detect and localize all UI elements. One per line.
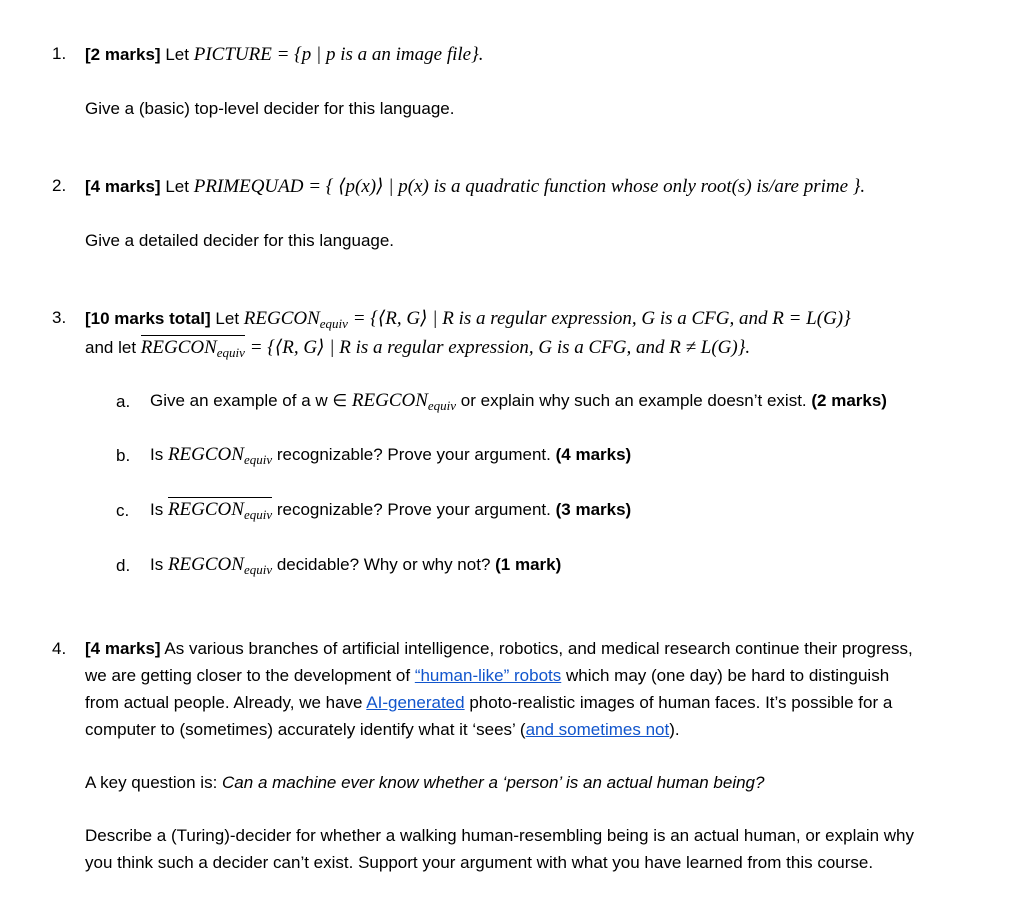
and-sometimes-not-link[interactable]: and sometimes not bbox=[525, 720, 670, 739]
language-name: REGCON bbox=[351, 390, 428, 411]
lead-text: Let bbox=[165, 45, 189, 64]
subquestion-post: recognizable? Prove your argument. bbox=[272, 500, 556, 519]
question-1-statement bbox=[85, 42, 483, 68]
language-name: REGCON bbox=[140, 337, 217, 358]
subquestion-label: c. bbox=[116, 501, 130, 520]
subquestion-label: d. bbox=[116, 556, 131, 575]
paragraph-text: from actual people. Already, we have bbox=[85, 693, 367, 712]
question-3-complement bbox=[85, 335, 750, 366]
language-subscript: equiv bbox=[243, 562, 273, 577]
subquestion-pre: Give an example of a w ∈ bbox=[150, 391, 352, 410]
language-subscript: equiv bbox=[243, 452, 273, 467]
key-question-text: Can a machine ever know whether a ‘person’ is an actual human being? bbox=[222, 773, 765, 792]
question-2-statement bbox=[85, 174, 865, 200]
question-4-line-3 bbox=[85, 690, 892, 716]
subquestion-pre: Is bbox=[150, 500, 168, 519]
question-number: 1. bbox=[52, 44, 67, 63]
paragraph-text: As various branches of artificial intelligence, robotics, and medical research continue their progress, bbox=[164, 639, 913, 658]
subquestion-post: or explain why such an example doesn’t exist. bbox=[456, 391, 812, 410]
subquestion-pre: Is bbox=[150, 445, 168, 464]
question-number: 2. bbox=[52, 176, 67, 195]
question-number: 4. bbox=[52, 639, 67, 658]
subquestion-text bbox=[150, 444, 631, 468]
question-4-line-4 bbox=[85, 717, 680, 743]
lead-text: Let bbox=[165, 177, 189, 196]
subquestion-pre: Is bbox=[150, 555, 168, 574]
question-4-task-line-2: you think such a decider can’t exist. Support your argument with what you have learned from this course. bbox=[85, 853, 874, 872]
key-question bbox=[85, 770, 764, 796]
paragraph-text: which may (one day) be hard to distinguish bbox=[561, 666, 890, 685]
question-3-statement bbox=[85, 306, 851, 337]
question-1-task: Give a (basic) top-level decider for this language. bbox=[85, 99, 455, 118]
key-question-lead: A key question is: bbox=[85, 773, 223, 792]
question-4-line-1 bbox=[85, 636, 913, 662]
lead-text: Let bbox=[215, 309, 240, 328]
question-number: 3. bbox=[52, 308, 67, 327]
language-subscript: equiv bbox=[319, 316, 348, 331]
marks-label: [10 marks total] bbox=[85, 309, 211, 328]
paragraph-text: ). bbox=[669, 720, 680, 739]
language-subscript: equiv bbox=[427, 398, 457, 413]
language-definition: PICTURE = {p | p is a an image file}. bbox=[193, 44, 484, 65]
subquestion-text bbox=[150, 390, 887, 414]
question-2-task: Give a detailed decider for this language. bbox=[85, 231, 395, 250]
subquestion-label: b. bbox=[116, 446, 131, 465]
subquestion-label: a. bbox=[116, 392, 131, 411]
question-4-task-line-1: Describe a (Turing)-decider for whether a walking human-resembling being is an actual human, or explain why bbox=[85, 826, 914, 845]
language-definition: PRIMEQUAD = { ⟨p(x)⟩ | p(x) is a quadratic function whose only root(s) is/are prime }. bbox=[193, 176, 866, 197]
marks-label: (4 marks) bbox=[555, 445, 632, 464]
question-4-line-2 bbox=[85, 663, 889, 689]
language-subscript: equiv bbox=[243, 507, 273, 522]
ai-generated-link[interactable]: AI-generated bbox=[366, 693, 465, 712]
language-definition: = {⟨R, G⟩ | R is a regular expression, G is a CFG, and R ≠ L(G)}. bbox=[244, 337, 751, 358]
paragraph-text: we are getting closer to the development of bbox=[85, 666, 415, 685]
subquestion-post: recognizable? Prove your argument. bbox=[272, 445, 556, 464]
language-name: REGCON bbox=[167, 444, 244, 465]
marks-label: [2 marks] bbox=[85, 45, 161, 64]
subquestion-text bbox=[150, 554, 561, 578]
human-like-robots-link[interactable]: “human-like” robots bbox=[414, 666, 562, 685]
marks-label: (2 marks) bbox=[811, 391, 887, 410]
language-name: REGCON bbox=[167, 499, 244, 520]
marks-label: [4 marks] bbox=[85, 177, 161, 196]
language-name: REGCON bbox=[167, 554, 244, 575]
lead-text: and let bbox=[85, 338, 137, 357]
language-definition: = {⟨R, G⟩ | R is a regular expression, G is a CFG, and R = L(G)} bbox=[347, 308, 851, 329]
marks-label: (3 marks) bbox=[555, 500, 632, 519]
subquestion-text bbox=[150, 499, 631, 523]
marks-label: (1 mark) bbox=[495, 555, 562, 574]
language-subscript: equiv bbox=[216, 345, 245, 360]
paragraph-text: computer to (sometimes) accurately identify what it ‘sees’ ( bbox=[85, 720, 526, 739]
paragraph-text: photo-realistic images of human faces. It’s possible for a bbox=[464, 693, 893, 712]
subquestion-post: decidable? Why or why not? bbox=[272, 555, 496, 574]
language-name: REGCON bbox=[243, 308, 320, 329]
marks-label: [4 marks] bbox=[85, 639, 161, 658]
